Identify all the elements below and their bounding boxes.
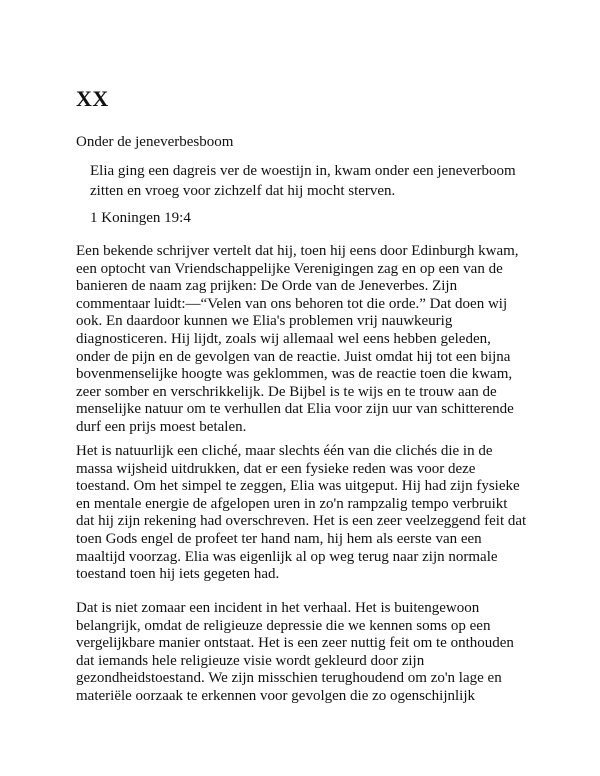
chapter-number: XX: [76, 86, 109, 111]
epigraph-reference: 1 Koningen 19:4: [90, 210, 191, 226]
epigraph-text: Elia ging een dagreis ver de woestijn in, kwam onder een jeneverboom zitten en vroeg voor zichzelf dat hij mocht sterven.: [90, 163, 516, 199]
chapter-title: Onder de jeneverbesboom: [76, 134, 234, 150]
body-paragraph-2: Het is natuurlijk een cliché, maar slechts één van die clichés die in de massa wijsheid uitdrukken, dat er een fysieke reden was voor deze toestand. Om het simpel te zeggen, Elia was uitgeput. Hij had zijn fysieke en mentale energie de afgelopen uren in zo'n rampzalig tempo verbruikt dat hij zijn rekening had overschreven. Het is een zeer veelzeggend feit dat toen Gods engel de profeet ter hand nam, hij hem als eerste van een maaltijd voorzag. Elia was eigenlijk al op weg terug naar zijn normale toestand toen hij iets gegeten had.: [76, 443, 527, 583]
body-paragraph-1: Een bekende schrijver vertelt dat hij, toen hij eens door Edinburgh kwam, een optocht van Vriendschappelijke Verenigingen zag en op een van de banieren de naam zag prijken: De Orde van de Jeneverbes. Zijn commentaar luidt:—“Velen van ons behoren tot die orde.” Dat doen wij ook. En daardoor kunnen we Elia's problemen vrij nauwkeurig diagnosticeren. Hij lijdt, zoals wij allemaal wel eens hebben geleden, onder de pijn en de gevolgen van de reactie. Juist omdat hij tot een bijna bovenmenselijke hoogte was geklommen, was de reactie toen die kwam, zeer somber en verschrikkelijk. De Bijbel is te wijs en te trouw aan de menselijke natuur om te verhullen dat Elia voor zijn uur van schitterende durf een prijs moest betalen.: [76, 243, 519, 435]
body-paragraph-3: Dat is niet zomaar een incident in het verhaal. Het is buitengewoon belangrijk, omdat de religieuze depressie die we kennen soms op een vergelijkbare manier ontstaat. Het is een zeer nuttig feit om te onthouden dat iemands hele religieuze visie wordt gekleurd door zijn gezondheidstoestand. We zijn misschien terughoudend om zo'n lage en materiële oorzaak te erkennen voor gevolgen die zo ogenschijnlijk: [76, 600, 514, 704]
